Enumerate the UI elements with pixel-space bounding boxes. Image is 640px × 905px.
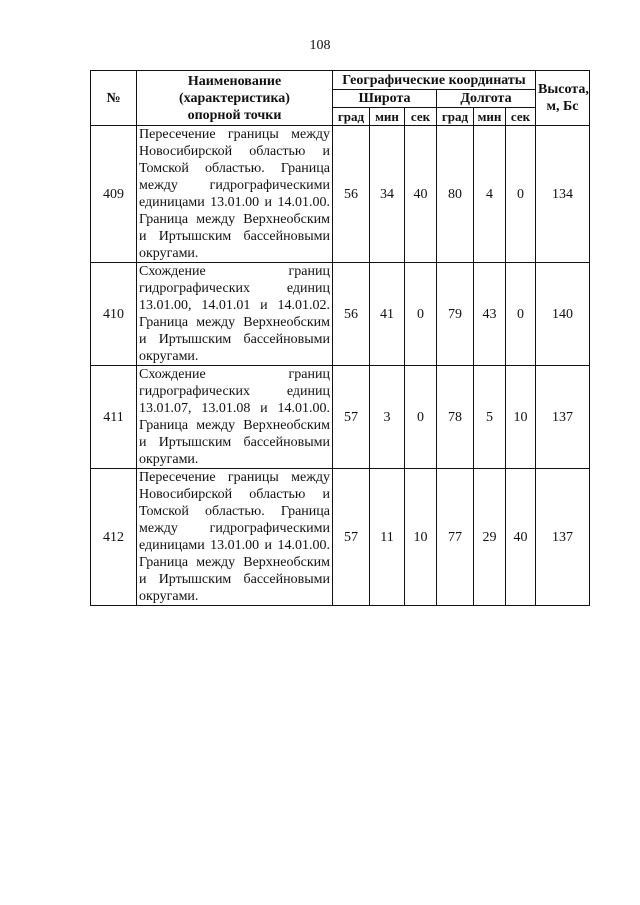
height-value: 137 [536, 469, 590, 606]
header-lon-min: мин [474, 108, 506, 126]
lat-sec: 0 [405, 263, 437, 366]
lon-min: 29 [474, 469, 506, 606]
header-lat-deg: град [333, 108, 370, 126]
point-description: Схождение границ гидрографических единиц 13.01.07, 13.01.08 и 14.01.00. Граница между Верхнеобским и Иртышским бассейновыми округами. [137, 366, 333, 469]
header-longitude: Долгота [437, 90, 536, 108]
lon-deg: 77 [437, 469, 474, 606]
lat-deg: 57 [333, 469, 370, 606]
lat-deg: 57 [333, 366, 370, 469]
lon-min: 5 [474, 366, 506, 469]
point-number: 412 [91, 469, 137, 606]
lat-sec: 10 [405, 469, 437, 606]
header-lat-sec: сек [405, 108, 437, 126]
header-name [137, 71, 333, 126]
table-row [91, 126, 590, 263]
header-geo-coordinates: Географические координаты [333, 71, 536, 90]
lon-min: 4 [474, 126, 506, 263]
lat-min: 34 [370, 126, 405, 263]
point-number: 409 [91, 126, 137, 263]
point-number: 411 [91, 366, 137, 469]
lon-sec: 40 [506, 469, 536, 606]
lat-sec: 0 [405, 366, 437, 469]
header-latitude: Широта [333, 90, 437, 108]
point-description: Пересечение границы между Новосибирской областью и Томской областью. Граница между гидрографическими единицами 13.01.00 и 14.01.00. Граница между Верхнеобским и Иртышским бассейновыми округами. [137, 469, 333, 606]
lat-min: 41 [370, 263, 405, 366]
point-description: Схождение границ гидрографических единиц 13.01.00, 14.01.01 и 14.01.02. Граница между Верхнеобским и Иртышским бассейновыми округами. [137, 263, 333, 366]
page-number: 108 [309, 38, 331, 53]
lon-deg: 80 [437, 126, 474, 263]
height-value: 137 [536, 366, 590, 469]
lat-min: 3 [370, 366, 405, 469]
height-value: 134 [536, 126, 590, 263]
header-number: № [91, 71, 137, 126]
header-name-line-1: Наименование [187, 73, 282, 89]
lat-min: 11 [370, 469, 405, 606]
lon-sec: 0 [506, 263, 536, 366]
header-height: Высота, м, Бс [536, 71, 590, 126]
lon-deg: 78 [437, 366, 474, 469]
lon-sec: 10 [506, 366, 536, 469]
point-description: Пересечение границы между Новосибирской областью и Томской областью. Граница между гидрографическими единицами 13.01.00 и 14.01.00. Граница между Верхнеобским и Иртышским бассейновыми округами. [137, 126, 333, 263]
lon-deg: 79 [437, 263, 474, 366]
header-name-line-2: (характеристика) [179, 90, 290, 106]
height-value: 140 [536, 263, 590, 366]
lon-sec: 0 [506, 126, 536, 263]
header-name-line-3: опорной точки [187, 107, 282, 123]
table-row [91, 469, 590, 606]
table-row [91, 263, 590, 366]
lat-deg: 56 [333, 126, 370, 263]
lat-deg: 56 [333, 263, 370, 366]
header-lat-min: мин [370, 108, 405, 126]
lon-min: 43 [474, 263, 506, 366]
point-number: 410 [91, 263, 137, 366]
table-row [91, 366, 590, 469]
reference-points-table [90, 70, 590, 606]
lat-sec: 40 [405, 126, 437, 263]
header-lon-sec: сек [506, 108, 536, 126]
header-lon-deg: град [437, 108, 474, 126]
